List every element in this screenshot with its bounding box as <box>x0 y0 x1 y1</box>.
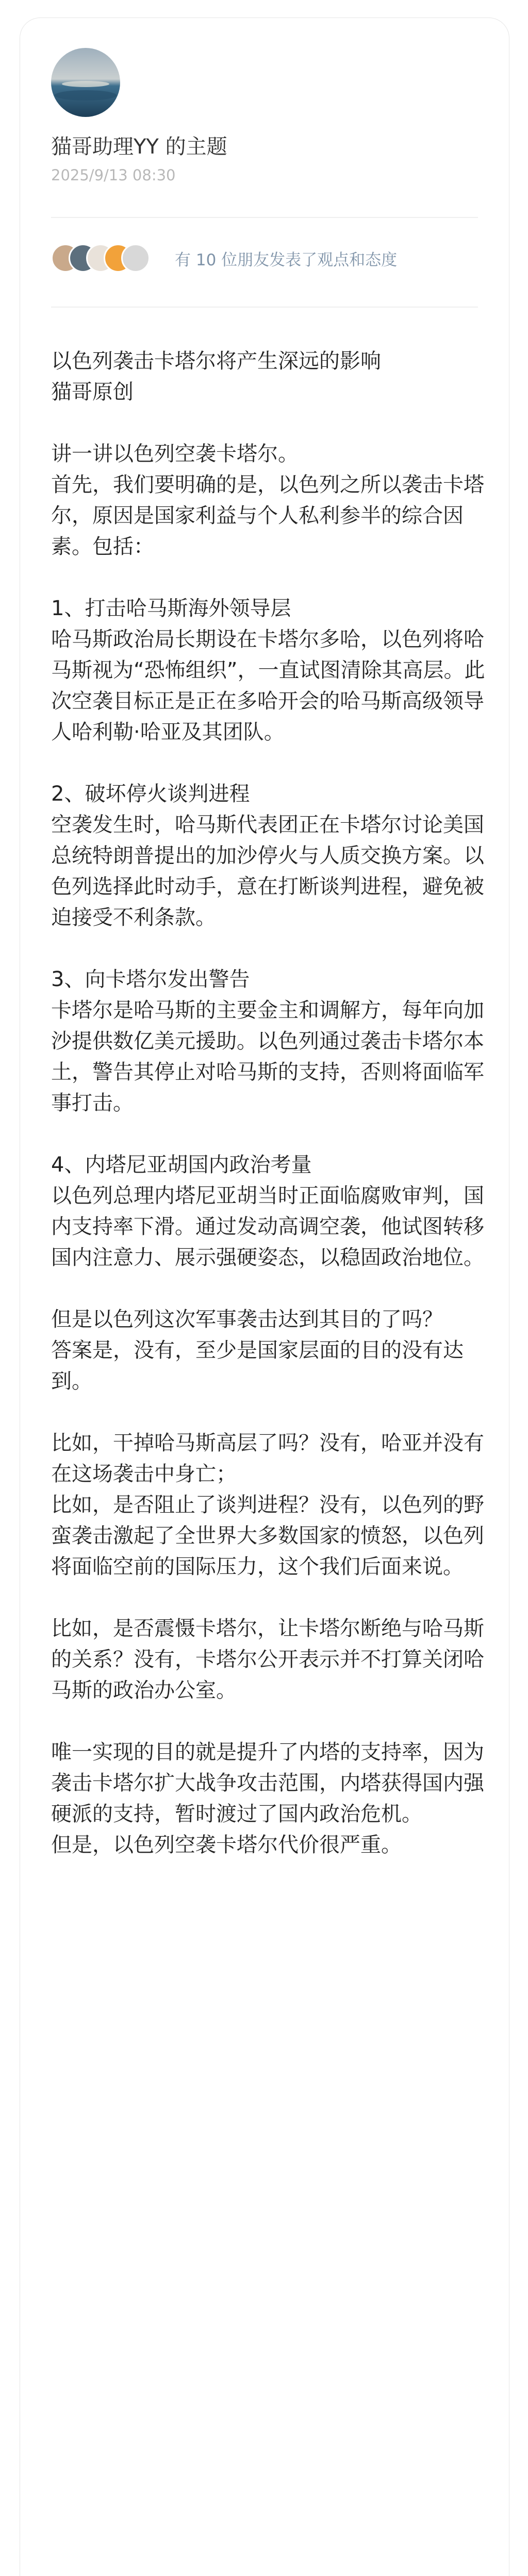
blank-line <box>51 1397 500 1428</box>
blank-line <box>51 1273 500 1304</box>
divider <box>51 217 478 218</box>
body-paragraph: 3、向卡塔尔发出警告 <box>51 968 250 991</box>
body-paragraph: 以色列袭击卡塔尔将产生深远的影响 <box>51 349 381 373</box>
avatar[interactable] <box>51 48 120 117</box>
body-paragraph: 唯一实现的目的就是提升了内塔的支持率，因为袭击卡塔尔扩大战争攻击范围，内塔获得国内强硬派的支持，暂时渡过了国内政治危机。 <box>51 1740 484 1826</box>
body-paragraph: 首先，我们要明确的是，以色列之所以袭击卡塔尔，原因是国家利益与个人私利参半的综合因素。包括： <box>51 473 484 558</box>
body-paragraph: 比如，干掉哈马斯高层了吗？没有，哈亚并没有在这场袭击中身亡； <box>51 1431 484 1486</box>
reaction-summary[interactable]: 有 10 位朋友发表了观点和态度 <box>175 251 398 269</box>
post-body <box>51 346 500 1860</box>
reaction-avatar <box>121 244 150 273</box>
body-paragraph: 2、破坏停火谈判进程 <box>51 782 250 806</box>
body-paragraph: 但是以色列这次军事袭击达到其目的了吗？ <box>51 1308 443 1331</box>
blank-line <box>51 933 500 964</box>
body-paragraph: 以色列总理内塔尼亚胡当时正面临腐败审判，国内支持率下滑。通过发动高调空袭，他试图转移国内注意力、展示强硬姿态，以稳固政治地位。 <box>51 1184 484 1269</box>
blank-line <box>51 562 500 593</box>
body-paragraph: 4、内塔尼亚胡国内政治考量 <box>51 1153 312 1177</box>
body-paragraph: 哈马斯政治局长期设在卡塔尔多哈，以色列将哈马斯视为“恐怖组织”，一直试图清除其高层。此次空袭目标正是正在多哈开会的哈马斯高级领导人哈利勒·哈亚及其团队。 <box>51 628 485 744</box>
post-card <box>20 18 509 2576</box>
author-name[interactable]: 猫哥助理YY 的主题 <box>51 135 227 159</box>
body-paragraph: 卡塔尔是哈马斯的主要金主和调解方，每年向加沙提供数亿美元援助。以色列通过袭击卡塔尔本土，警告其停止对哈马斯的支持，否则将面临军事打击。 <box>51 998 484 1115</box>
blank-line <box>51 748 500 778</box>
body-paragraph: 空袭发生时，哈马斯代表团正在卡塔尔讨论美国总统特朗普提出的加沙停火与人质交换方案。以色列选择此时动手，意在打断谈判进程，避免被迫接受不利条款。 <box>51 813 484 929</box>
blank-line <box>51 1706 500 1737</box>
body-paragraph: 比如，是否阻止了谈判进程？没有，以色列的野蛮袭击激起了全世界大多数国家的愤怒，以色列将面临空前的国际压力，这个我们后面来说。 <box>51 1493 484 1579</box>
blank-line <box>51 408 500 438</box>
body-paragraph: 猫哥原创 <box>51 380 134 404</box>
blank-line <box>51 1118 500 1149</box>
body-paragraph: 比如，是否震慑卡塔尔，让卡塔尔断绝与哈马斯的关系？没有，卡塔尔公开表示并不打算关闭哈马斯的政治办公室。 <box>51 1617 484 1702</box>
body-paragraph: 讲一讲以色列空袭卡塔尔。 <box>51 442 299 466</box>
blank-line <box>51 1582 500 1613</box>
post-time: 2025/9/13 08:30 <box>51 166 176 184</box>
body-paragraph: 1、打击哈马斯海外领导层 <box>51 597 291 620</box>
divider <box>51 307 478 308</box>
body-paragraph: 答案是，没有，至少是国家层面的目的没有达到。 <box>51 1338 464 1393</box>
body-paragraph: 但是，以色列空袭卡塔尔代价很严重。 <box>51 1833 402 1857</box>
